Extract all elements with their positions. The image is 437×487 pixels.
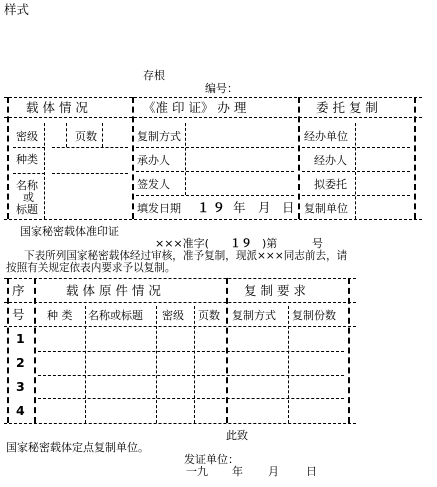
sign-date-year-char: 年: [232, 465, 243, 478]
stub-label-agent: 经办人: [314, 154, 347, 167]
lic-left-edge: [7, 278, 9, 423]
lic-row-rule-1: [38, 351, 344, 352]
lic-subheader-no: 号: [12, 307, 25, 322]
lic-col-type-right: [85, 306, 86, 423]
stub-header-commission: 委 托 复 制: [316, 100, 378, 115]
stub-label-copy-unit: 复制单位: [304, 202, 348, 215]
stub-date-month-char: 月: [258, 200, 271, 215]
license-number-hao: 号: [312, 237, 323, 250]
lic-header-rule: [4, 302, 356, 303]
lic-bottom-rule: [4, 423, 356, 424]
stub-s1-page-left: [66, 123, 67, 147]
sign-date-year: 一九: [186, 465, 208, 478]
stub-label-title: 标题: [16, 203, 38, 216]
stub-date-year: １９: [197, 200, 229, 215]
lic-col-name-right: [156, 306, 157, 423]
lic-header-requirements: 复 制 要 求: [244, 283, 306, 298]
stub-s2-h1: [136, 147, 294, 148]
lic-subheader-name: 名称或标题: [88, 309, 143, 322]
license-number-prefix: ×××准字(: [155, 237, 209, 250]
lic-row-number: 3: [16, 379, 25, 394]
stub-label-issue-date: 填发日期: [137, 202, 181, 215]
stub-label-handler: 承办人: [137, 154, 170, 167]
stub-divider-1: [132, 97, 134, 219]
stub-date-year-char: 年: [233, 200, 246, 215]
lic-col-method-right: [288, 306, 289, 423]
license-paragraph-2: 按照有关规定依表内要求予以复制。: [6, 262, 176, 274]
stub-s3-h1: [302, 147, 410, 148]
lic-row-rule-2: [38, 375, 344, 376]
license-number-year: １９: [230, 237, 252, 250]
lic-seq-divider: [34, 278, 36, 423]
stub-label-name: 名称: [16, 179, 38, 192]
license-number-di: )第: [262, 237, 278, 250]
stub-label: 存根: [143, 69, 165, 82]
sign-date-month-char: 月: [268, 465, 279, 478]
lic-subheader-type: 种 类: [47, 309, 73, 322]
page-title: 样式: [4, 2, 30, 17]
lic-header-seq: 序: [12, 283, 25, 298]
stub-label-to-commission: 拟委托: [314, 178, 347, 191]
lic-right-edge: [348, 278, 350, 423]
stub-label-type: 种类: [16, 153, 38, 166]
stub-s1-h4: [52, 173, 128, 174]
stub-s1-inner-v: [44, 123, 45, 219]
lic-subheader-pages: 页数: [198, 309, 220, 322]
lic-col-class-right: [194, 306, 195, 423]
stub-s3-h3: [302, 195, 410, 196]
stub-s1-h2: [13, 173, 45, 174]
stub-s2-h3: [136, 195, 294, 196]
stub-label-pages: 页数: [75, 130, 97, 143]
lic-row-number: 4: [16, 403, 25, 418]
lic-header-original: 载 体 原 件 情 况: [66, 283, 161, 298]
stub-label-copy-method: 复制方式: [137, 130, 181, 143]
lic-row-number: 1: [16, 331, 25, 346]
stub-left-edge: [7, 97, 9, 219]
stub-divider-2: [298, 97, 300, 219]
stub-s3-h2: [302, 171, 410, 172]
lic-subheader-class: 密级: [162, 309, 184, 322]
lic-subheader-copy-method: 复制方式: [232, 309, 276, 322]
lic-subheader-rule: [4, 326, 356, 327]
lic-row-rule-3: [38, 398, 344, 399]
lic-row-number: 2: [16, 355, 25, 370]
stub-s1-page-right: [102, 123, 103, 147]
stub-header-rule: [4, 117, 422, 118]
number-label: 编号：: [205, 82, 238, 95]
stub-s2-h2: [136, 171, 294, 172]
license-issuer: 国家秘密载体准印证: [20, 225, 119, 238]
stub-label-classification: 密级: [16, 130, 38, 143]
stub-header-license: 《准 印 证》 办 理: [143, 100, 247, 115]
stub-label-handling-unit: 经办单位: [304, 130, 348, 143]
license-paragraph-1: 下表所列国家秘密载体经过审核，准予复制，现派×××同志前去，请: [24, 250, 348, 262]
stub-s1-h3: [52, 147, 128, 148]
stub-top-rule: [4, 97, 422, 98]
lic-subheader-copy-count: 复制份数: [292, 309, 336, 322]
stub-right-edge: [414, 97, 416, 219]
stub-s2-inner-v: [185, 123, 186, 195]
stub-header-carrier: 载 体 情 况: [26, 100, 88, 115]
issuing-unit-label: 发证单位：: [184, 453, 239, 466]
sign-date-day-char: 日: [306, 465, 317, 478]
lic-top-rule: [4, 278, 356, 279]
stub-date-day-char: 日: [282, 200, 295, 215]
stub-label-or: 或: [23, 191, 34, 204]
recipient: 国家秘密载体定点复制单位。: [6, 441, 149, 454]
stub-s1-h1: [13, 147, 45, 148]
closing-salutation: 此致: [226, 429, 248, 442]
stub-label-issuer: 签发人: [137, 178, 170, 191]
stub-bottom-rule: [4, 219, 422, 220]
